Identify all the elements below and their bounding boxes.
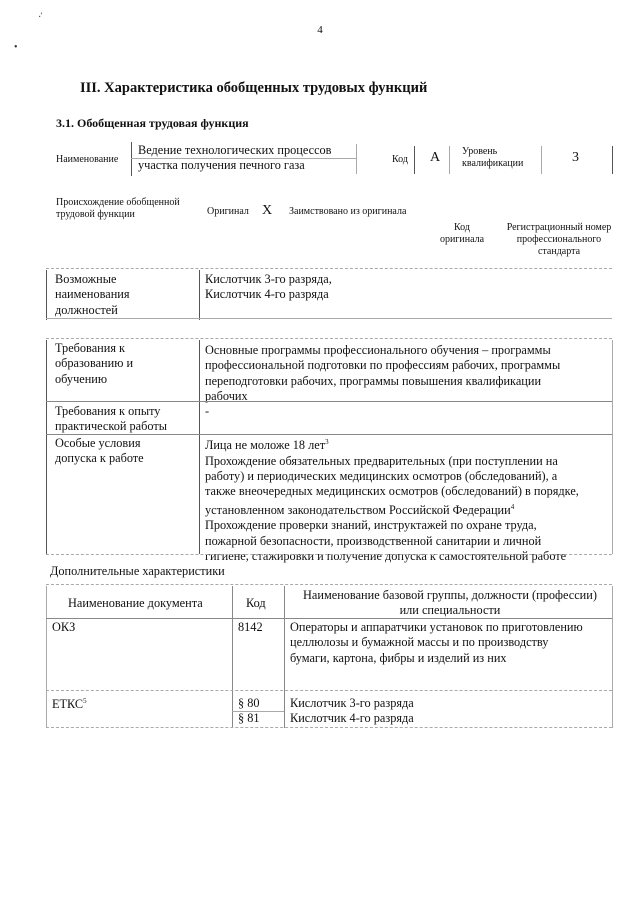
education-value (205, 343, 560, 405)
special-value (205, 435, 579, 564)
education-label-line: Требования к (55, 341, 126, 355)
experience-label (55, 404, 167, 435)
special-line: установленном законодательством Российской Федерации$^4$ (205, 502, 515, 517)
additional-bottom-rule (46, 727, 612, 728)
special-label-line: Особые условия (55, 436, 141, 450)
education-value-line: рабочих (205, 389, 248, 404)
special-line: пожарной безопасности, производственной санитарии и личной (205, 533, 542, 548)
registration-number-label (496, 222, 622, 258)
scan-speck: • (14, 42, 18, 53)
page-number: 4 (317, 24, 323, 36)
origin-label-line: Происхождение обобщенной (56, 197, 180, 208)
positions-value-line: Кислотчик 4-го разряда (205, 287, 329, 302)
origin-label-line: трудовой функции (56, 209, 135, 220)
additional-right-rule (612, 586, 613, 728)
original-label: Оригинал (207, 206, 249, 217)
registration-number-line: профессионального (516, 234, 602, 245)
code-original-line: Код (454, 222, 470, 233)
registration-number-line: Регистрационный номер (506, 222, 612, 233)
education-left-rule (46, 340, 47, 554)
positions-value (205, 272, 332, 303)
special-line: также внеочередных медицинских осмотров (обследований) в порядке, (205, 484, 579, 499)
experience-label-line: Требования к опыту (55, 404, 161, 418)
positions-value-line: Кислотчик 3-го разряда, (205, 272, 332, 286)
col-header-name (290, 588, 610, 619)
name-line: участка получения печного газа (138, 158, 305, 173)
registration-number-line: стандарта (537, 246, 581, 257)
origin-label (56, 197, 180, 221)
education-label (55, 341, 133, 387)
etks-name (290, 696, 414, 727)
name-box-right (356, 144, 357, 174)
okz-name-line: Операторы и аппаратчики установок по приготовлению (290, 620, 583, 634)
okz-bottom-rule (46, 690, 612, 691)
level-label (462, 146, 523, 170)
col-header-document: Наименование документа (68, 596, 203, 610)
code-label: Код (392, 154, 408, 165)
level-value: 3 (572, 150, 579, 165)
positions-label (55, 272, 130, 318)
additional-col2-rule (284, 586, 285, 728)
okz-code: 8142 (238, 620, 263, 634)
name-value (138, 143, 331, 174)
footnote-5: 5 (83, 697, 87, 705)
education-label-line: обучению (55, 371, 108, 386)
special-line: Лица не моложе 18 лет$^3$ (205, 438, 329, 453)
section-title: III. Характеристика обобщенных трудовых функций (80, 80, 428, 96)
etks-mid-rule (232, 711, 284, 712)
name-box-left (131, 142, 132, 176)
education-bottom-rule (46, 401, 612, 402)
etks-name-line: Кислотчик 4-го разряда (290, 711, 414, 726)
education-value-line: переподготовки рабочих, программы повышения квалификации (205, 373, 542, 388)
level-box-right (612, 146, 613, 174)
additional-header-rule (46, 618, 612, 619)
experience-value: - (205, 404, 210, 418)
special-line: Прохождение обязательных предварительных (при поступлении на (205, 453, 558, 468)
education-divider (199, 340, 200, 554)
positions-label-line: должностей (55, 302, 118, 317)
positions-label-line: Возможные (55, 272, 117, 286)
level-label-line: Уровень (462, 146, 498, 157)
positions-top-rule (46, 268, 612, 269)
special-label (55, 436, 144, 467)
special-line: гигиене, стажировки и получение допуска к самостоятельной работе (205, 549, 567, 564)
education-value-line: Основные программы профессионального обучения – программы (205, 343, 551, 357)
positions-divider (199, 270, 200, 320)
special-line: работу) и периодических медицинских осмотров (обследований), а (205, 468, 558, 483)
okz-name-line: бумаги, картона, фибры и изделий из них (290, 650, 507, 665)
okz-name-line: целлюлозы и бумажной массы и по производству (290, 635, 549, 650)
scan-speck: ·̓ (38, 12, 42, 23)
etks-code-line: § 80 (238, 696, 260, 710)
additional-left-rule (46, 586, 47, 728)
additional-title: Дополнительные характеристики (50, 564, 225, 578)
col-header-name-line: Наименование базовой группы, должности (профессии) (303, 588, 597, 602)
footnote-3: 3 (325, 438, 329, 446)
code-original-label (432, 222, 492, 246)
code-original-line: оригинала (439, 234, 485, 245)
experience-label-line: практической работы (55, 419, 167, 434)
education-right-rule (612, 340, 613, 554)
education-top-rule (46, 338, 612, 339)
okz-document: ОКЗ (52, 620, 76, 634)
level-label-line: квалификации (462, 158, 524, 169)
level-box-left (541, 146, 542, 174)
borrowed-label: Заимствовано из оригинала (289, 206, 407, 217)
etks-document: ЕТКС$^5$ (52, 697, 87, 712)
etks-name-line: Кислотчик 3-го разряда (290, 696, 414, 710)
additional-top-rule (46, 584, 612, 585)
name-line: Ведение технологических процессов (138, 143, 332, 157)
positions-left-rule (46, 270, 47, 320)
name-label: Наименование (56, 154, 119, 165)
education-label-line: образованию и (55, 356, 134, 371)
col-header-name-line: или специальности (399, 603, 501, 618)
okz-name (290, 620, 583, 666)
education-value-line: профессиональной подготовки по профессиям рабочих, программы (205, 358, 561, 373)
footnote-4: 4 (510, 502, 515, 511)
code-value: А (430, 150, 441, 165)
special-bottom-rule (46, 554, 612, 555)
code-box-right (449, 146, 450, 174)
positions-bottom-rule (46, 318, 612, 319)
original-mark: Х (262, 203, 273, 218)
subsection-title: 3.1. Обобщенная трудовая функция (56, 116, 249, 130)
additional-col1-rule (232, 586, 233, 728)
code-box-left (414, 146, 415, 174)
special-line: Прохождение проверки знаний, инструктажей по охране труда, (205, 518, 537, 533)
positions-label-line: наименования (55, 287, 130, 302)
special-label-line: допуска к работе (55, 451, 144, 466)
etks-code-line: § 81 (238, 711, 260, 726)
col-header-code: Код (246, 596, 266, 610)
